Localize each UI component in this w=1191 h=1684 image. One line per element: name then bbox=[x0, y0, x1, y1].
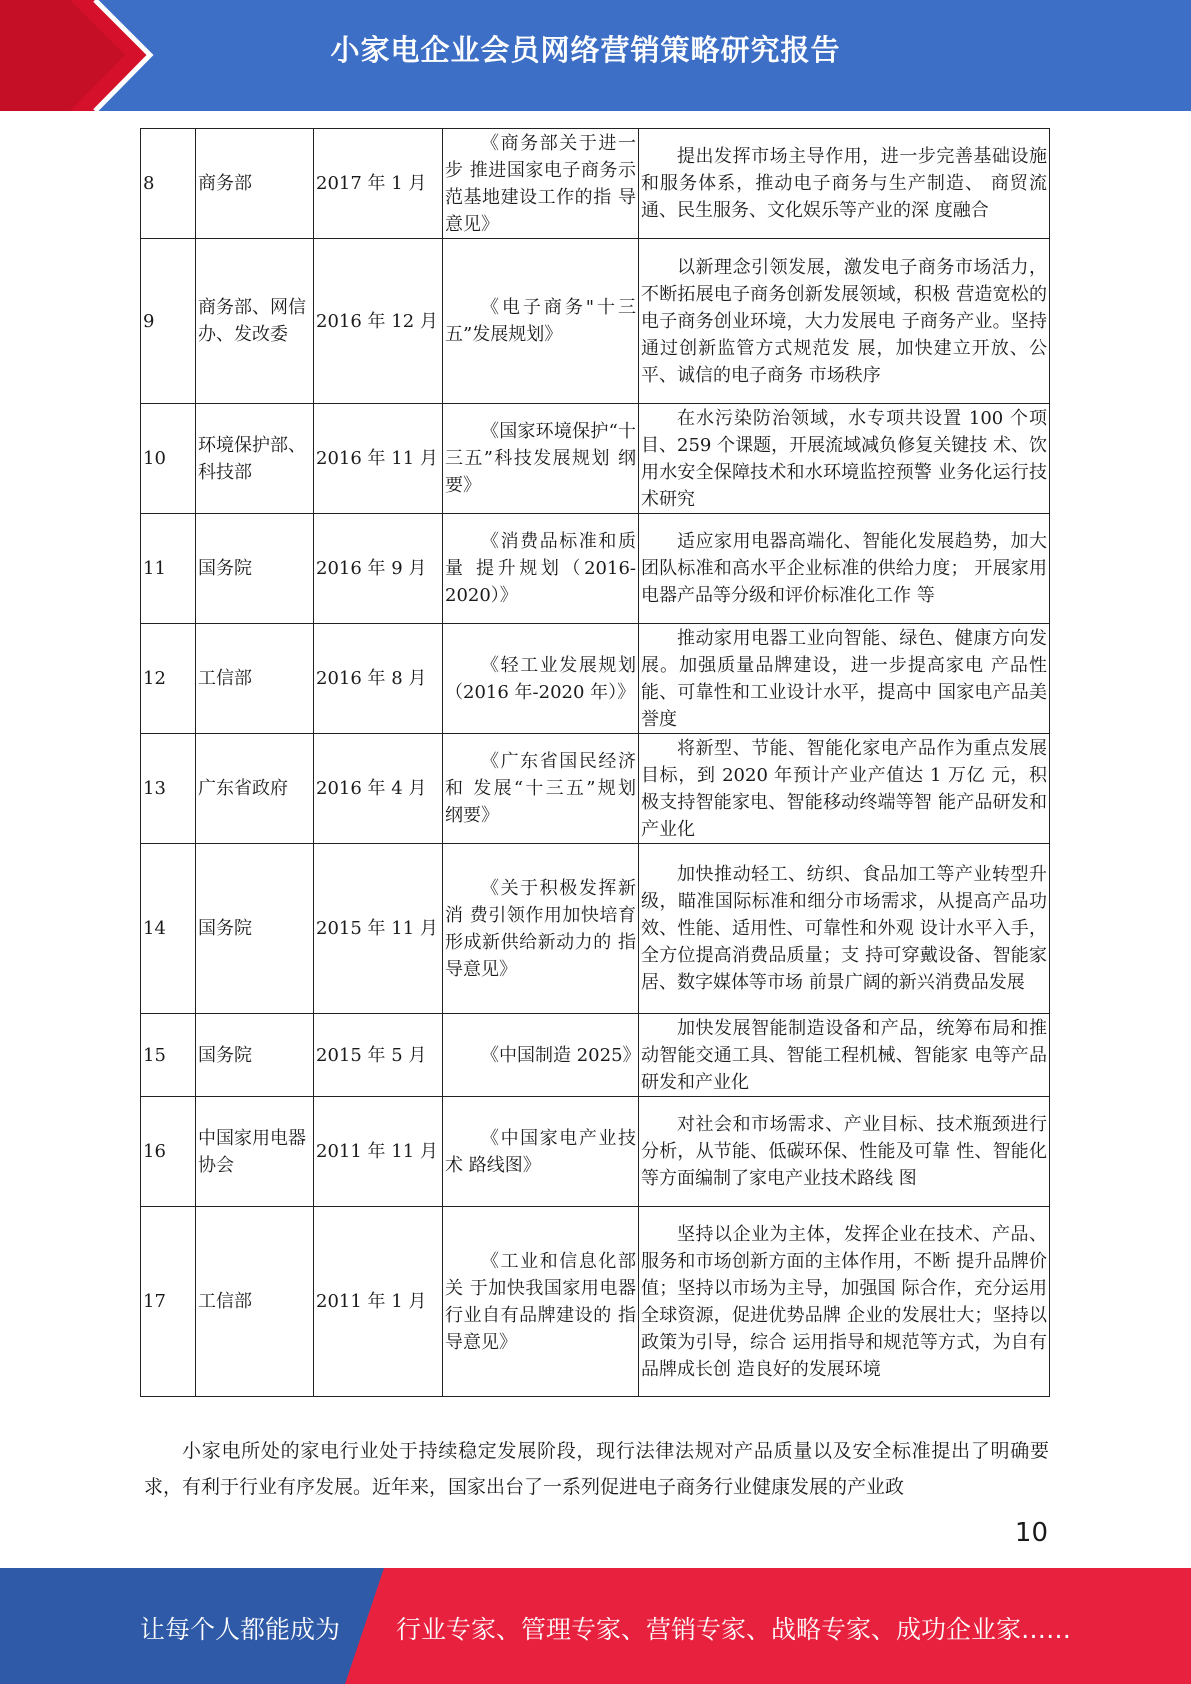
policy-description: 适应家用电器高端化、智能化发展趋势，加大团队标准和高水平企业标准的供给力度； 开展家用电器产品等分级和评价标准化工作 等 bbox=[639, 514, 1050, 624]
issue-date: 2015 年 5 月 bbox=[314, 1014, 443, 1097]
table-row bbox=[141, 624, 1050, 734]
policy-description: 坚持以企业为主体，发挥企业在技术、产品、服务和市场创新方面的主体作用，不断 提升品牌价值；坚持以市场为主导，加强国 际合作，充分运用全球资源，促进优势品牌 企业的发展壮大；坚持以政策为引导，综合 运用指导和规范等方式，为自有品牌成长创 造良好的发展环境 bbox=[639, 1207, 1050, 1397]
policy-description: 将新型、节能、智能化家电产品作为重点发展目标，到 2020 年预计产业产值达 1 万亿 元，积极支持智能家电、智能移动终端等智 能产品研发和产业化 bbox=[639, 734, 1050, 844]
issuing-department: 中国家用电器协会 bbox=[196, 1097, 314, 1207]
table-row bbox=[141, 844, 1050, 1014]
policy-description: 提出发挥市场主导作用，进一步完善基础设施和服务体系，推动电子商务与生产制造、 商贸流通、民生服务、文化娱乐等产业的深 度融合 bbox=[639, 129, 1050, 239]
row-number: 9 bbox=[141, 239, 196, 404]
report-title-text: 小家电企业会员网络营销策略研究报告 bbox=[330, 33, 841, 67]
issue-date: 2016 年 9 月 bbox=[314, 514, 443, 624]
policy-document: 《国家环境保护“十 三五”科技发展规划 纲要》 bbox=[443, 404, 639, 514]
issuing-department: 国务院 bbox=[196, 514, 314, 624]
footer-slogan-right: 行业专家、管理专家、营销专家、战略专家、成功企业家…… bbox=[396, 1615, 1072, 1644]
policy-description: 推动家用电器工业向智能、绿色、健康方向发展。加强质量品牌建设，进一步提高家电 产品性能、可靠性和工业设计水平，提高中 国家电产品美誉度 bbox=[639, 624, 1050, 734]
issuing-department: 国务院 bbox=[196, 844, 314, 1014]
issue-date: 2016 年 4 月 bbox=[314, 734, 443, 844]
policy-description: 在水污染防治领域，水专项共设置 100 个项目、259 个课题，开展流域减负修复关键技 术、饮用水安全保障技术和水环境监控预警 业务化运行技术研究 bbox=[639, 404, 1050, 514]
table-row bbox=[141, 1097, 1050, 1207]
row-number: 12 bbox=[141, 624, 196, 734]
policy-description: 加快推动轻工、纺织、食品加工等产业转型升级，瞄准国际标准和细分市场需求，从提高产品功效、性能、适用性、可靠性和外观 设计水平入手，全方位提高消费品质量；支 持可穿戴设备、智能家居、数字媒体等市场 前景广阔的新兴消费品发展 bbox=[639, 844, 1050, 1014]
footer-slogan-left: 让每个人都能成为 bbox=[140, 1615, 341, 1644]
body-paragraph: 小家电所处的家电行业处于持续稳定发展阶段，现行法律法规对产品质量以及安全标准提出了明确要求，有利于行业有序发展。近年来，国家出台了一系列促进电子商务行业健康发展的产业政 bbox=[144, 1440, 1049, 1498]
row-number: 11 bbox=[141, 514, 196, 624]
table-row bbox=[141, 734, 1050, 844]
table-row bbox=[141, 514, 1050, 624]
issuing-department: 环境保护部、科技部 bbox=[196, 404, 314, 514]
policy-document: 《中国家电产业技术 路线图》 bbox=[443, 1097, 639, 1207]
row-number: 16 bbox=[141, 1097, 196, 1207]
issuing-department: 国务院 bbox=[196, 1014, 314, 1097]
policy-document: 《中国制造 2025》 bbox=[443, 1014, 639, 1097]
issuing-department: 商务部、网信办、发改委 bbox=[196, 239, 314, 404]
policy-document: 《商务部关于进一步 推进国家电子商务示 范基地建设工作的指 导意见》 bbox=[443, 129, 639, 239]
table-row bbox=[141, 129, 1050, 239]
policy-document: 《消费品标准和质量 提升规划（2016-2020）》 bbox=[443, 514, 639, 624]
issuing-department: 工信部 bbox=[196, 1207, 314, 1397]
row-number: 10 bbox=[141, 404, 196, 514]
policy-table bbox=[140, 128, 1050, 1397]
row-number: 13 bbox=[141, 734, 196, 844]
issue-date: 2016 年 8 月 bbox=[314, 624, 443, 734]
issue-date: 2016 年 11 月 bbox=[314, 404, 443, 514]
policy-description: 对社会和市场需求、产业目标、技术瓶颈进行分析，从节能、低碳环保、性能及可靠 性、智能化等方面编制了家电产业技术路线 图 bbox=[639, 1097, 1050, 1207]
policy-document: 《关于积极发挥新消 费引领作用加快培育形成新供给新动力的 指导意见》 bbox=[443, 844, 639, 1014]
issue-date: 2015 年 11 月 bbox=[314, 844, 443, 1014]
policy-document: 《广东省国民经济和 发展“十三五”规划 纲要》 bbox=[443, 734, 639, 844]
table-row bbox=[141, 1014, 1050, 1097]
table-row bbox=[141, 404, 1050, 514]
table-row bbox=[141, 239, 1050, 404]
report-title bbox=[300, 0, 1191, 100]
policy-document: 《电子商务"十三五”发展规划》 bbox=[443, 239, 639, 404]
policy-document: 《工业和信息化部关 于加快我国家用电器 行业自有品牌建设的 指导意见》 bbox=[443, 1207, 639, 1397]
row-number: 15 bbox=[141, 1014, 196, 1097]
table-row bbox=[141, 1207, 1050, 1397]
issuing-department: 工信部 bbox=[196, 624, 314, 734]
issue-date: 2017 年 1 月 bbox=[314, 129, 443, 239]
issuing-department: 商务部 bbox=[196, 129, 314, 239]
policy-document: 《轻工业发展规划（2016 年-2020 年）》 bbox=[443, 624, 639, 734]
issue-date: 2011 年 1 月 bbox=[314, 1207, 443, 1397]
page-number: 10 bbox=[1014, 1518, 1048, 1548]
issue-date: 2016 年 12 月 bbox=[314, 239, 443, 404]
issue-date: 2011 年 11 月 bbox=[314, 1097, 443, 1207]
issuing-department: 广东省政府 bbox=[196, 734, 314, 844]
policy-description: 以新理念引领发展，激发电子商务市场活力，不断拓展电子商务创新发展领域，积极 营造宽松的电子商务创业环境，大力发展电 子商务产业。坚持通过创新监管方式规范发 展，加快建立开放、公平、诚信的电子商务 市场秩序 bbox=[639, 239, 1050, 404]
policy-table-body bbox=[141, 129, 1050, 1397]
policy-description: 加快发展智能制造设备和产品，统筹布局和推动智能交通工具、智能工程机械、智能家 电等产品研发和产业化 bbox=[639, 1014, 1050, 1097]
row-number: 17 bbox=[141, 1207, 196, 1397]
row-number: 14 bbox=[141, 844, 196, 1014]
row-number: 8 bbox=[141, 129, 196, 239]
